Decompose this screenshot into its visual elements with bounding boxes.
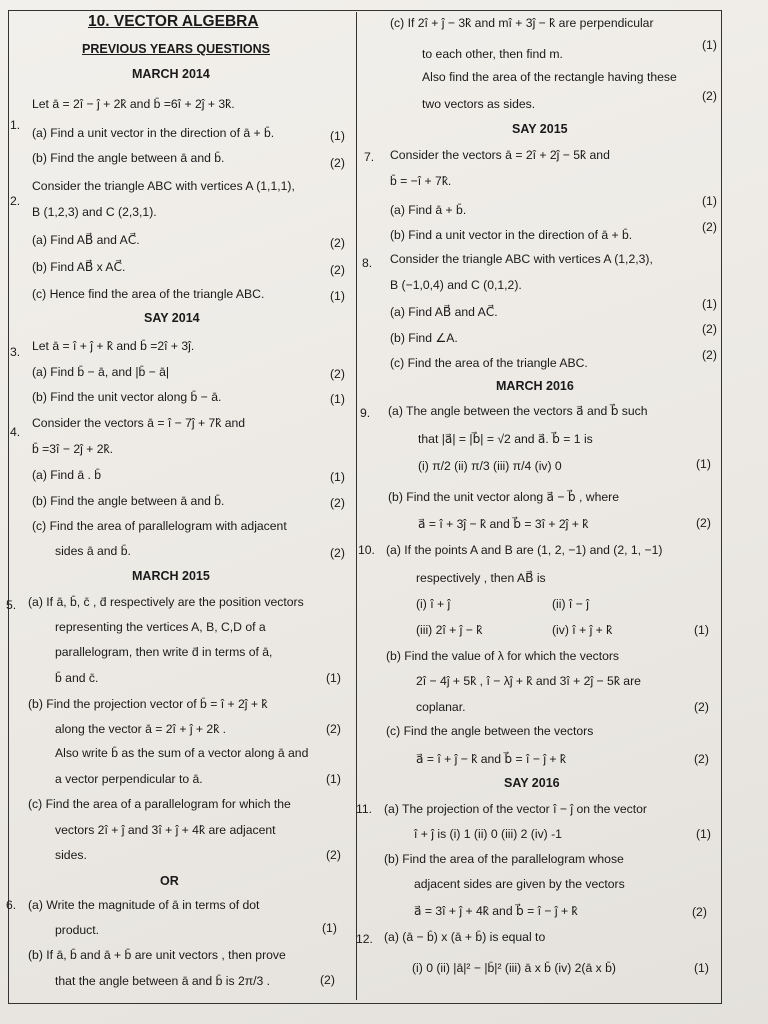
question-number: 3. (10, 345, 21, 359)
question-6c: (c) If 2î + ĵ − 3k̂ and mî + 3ĵ − k̂ are perpendicular (390, 16, 654, 30)
question-4: Consider the vectors ā = î − 7ĵ + 7k̂ and (32, 416, 246, 430)
question-11a-line2: î + ĵ is (i) 1 (ii) 0 (iii) 2 (iv) -1 (414, 827, 562, 841)
marks: (1) (702, 38, 717, 52)
marks: (2) (696, 516, 711, 530)
question-6b: (b) If ā, b̄ and ā + b̄ are unit vectors , then prove (28, 948, 286, 962)
right-column (356, 0, 722, 1024)
marks: (2) (702, 220, 717, 234)
question-5a: (a) If ā, b̄, c̄ , d̄ respectively are the position vectors (28, 595, 304, 609)
question-11b: (b) Find the area of the parallelogram whose (384, 852, 624, 866)
question-7-cont: b̄ = −î + 7k̂. (390, 174, 452, 188)
marks: (1) (326, 772, 341, 786)
question-1: Let ā = 2î − ĵ + 2k̂ and b̄ =6î + 2ĵ + 3k̂. (32, 97, 235, 111)
question-10a-line2: respectively , then AB⃗ is (416, 571, 546, 585)
question-4-cont: b̄ =3î − 2ĵ + 2k̂. (32, 442, 113, 456)
marks: (2) (692, 905, 707, 919)
question-number: 11. (356, 802, 373, 816)
question-8: Consider the triangle ABC with vertices A (1,2,3), (390, 252, 653, 266)
question-10a-opt1: (i) î + ĵ (416, 597, 451, 611)
question-6c-line2: to each other, then find m. (422, 47, 563, 61)
question-number: 4. (10, 425, 21, 439)
question-2-cont: B (1,2,3) and C (2,3,1). (32, 205, 157, 219)
marks: (2) (330, 496, 345, 510)
question-6b-line2: that the angle between ā and b̄ is 2π/3 . (55, 974, 271, 988)
marks: (1) (694, 961, 709, 975)
question-12a-options: (i) 0 (ii) |ā|² − |b̄|² (iii) ā x b̄ (iv) 2(ā x b̄) (412, 961, 616, 975)
question-number: 12. (356, 932, 373, 946)
question-number: 10. (358, 543, 375, 557)
question-6c-line4: two vectors as sides. (422, 97, 536, 111)
marks: (2) (320, 973, 335, 987)
question-3b: (b) Find the unit vector along b̄ − ā. (32, 390, 222, 404)
question-8c: (c) Find the area of the triangle ABC. (390, 356, 588, 370)
question-5b-line2: along the vector ā = 2î + ĵ + 2k̂ . (55, 722, 227, 736)
question-2a: (a) Find AB⃗ and AC⃗. (32, 233, 140, 247)
marks: (2) (330, 236, 345, 250)
marks: (2) (702, 322, 717, 336)
question-6c-line3: Also find the area of the rectangle having these (422, 70, 677, 84)
question-9b: (b) Find the unit vector along a⃗ − b⃗ , where (388, 490, 619, 504)
section-subtitle: PREVIOUS YEARS QUESTIONS (82, 42, 271, 56)
question-10b-line2: 2î − 4ĵ + 5k̂ , î − λĵ + k̂ and 3î + 2ĵ − 5k̂ are (416, 674, 641, 688)
question-5b: (b) Find the projection vector of b̄ = î + 2ĵ + k̂ (28, 697, 268, 711)
question-number: 8. (362, 256, 373, 270)
question-5c-line2: vectors 2î + ĵ and 3î + ĵ + 4k̂ are adjacent (55, 823, 276, 837)
question-number: 1. (10, 118, 21, 132)
question-1a: (a) Find a unit vector in the direction of ā + b̄. (32, 126, 275, 140)
marks: (2) (330, 367, 345, 381)
question-number: 2. (10, 194, 21, 208)
marks: (1) (702, 194, 717, 208)
question-10c: (c) Find the angle between the vectors (386, 724, 594, 738)
question-8a: (a) Find AB⃗ and AC⃗. (390, 305, 498, 319)
marks: (2) (330, 156, 345, 170)
question-1b: (b) Find the angle between ā and b̄. (32, 151, 225, 165)
question-4c-cont: sides ā and b̄. (55, 544, 131, 558)
marks: (1) (694, 623, 709, 637)
question-3a: (a) Find b̄ − ā, and |b̄ − ā| (32, 365, 170, 379)
marks: (2) (330, 263, 345, 277)
heading-say-2016: SAY 2016 (504, 776, 560, 790)
question-4a: (a) Find ā . b̄ (32, 468, 102, 482)
question-8-cont: B (−1,0,4) and C (0,1,2). (390, 278, 522, 292)
question-10c-line2: a⃗ = î + ĵ − k̂ and b⃗ = î − ĵ + k̂ (416, 752, 567, 766)
marks: (1) (330, 129, 345, 143)
question-2: Consider the triangle ABC with vertices A (1,1,1), (32, 179, 295, 193)
marks: (1) (330, 392, 345, 406)
marks: (1) (330, 289, 345, 303)
question-number: 6. (6, 898, 17, 912)
question-4c: (c) Find the area of parallelogram with adjacent (32, 519, 287, 533)
marks: (1) (326, 671, 341, 685)
question-11b-line3: a⃗ = 3î + ĵ + 4k̂ and b⃗ = î − ĵ + k̂ (414, 904, 578, 918)
question-11b-line2: adjacent sides are given by the vectors (414, 877, 625, 891)
marks: (2) (702, 89, 717, 103)
question-8b: (b) Find ∠A. (390, 331, 458, 345)
question-7b: (b) Find a unit vector in the direction of ā + b̄. (390, 228, 633, 242)
question-9a-options: (i) π/2 (ii) π/3 (iii) π/4 (iv) 0 (418, 459, 562, 473)
question-12a: (a) (ā − b̄) x (ā + b̄) is equal to (384, 930, 546, 944)
marks: (2) (694, 700, 709, 714)
heading-march-2015: MARCH 2015 (132, 569, 210, 583)
marks: (2) (702, 348, 717, 362)
question-5a-line2: representing the vertices A, B, C,D of a (55, 620, 266, 634)
question-10a-opt3: (iii) 2î + ĵ − k̂ (416, 623, 483, 637)
marks: (1) (696, 827, 711, 841)
question-5a-line3: parallelogram, then write d̄ in terms of ā, (55, 645, 273, 659)
marks: (2) (330, 546, 345, 560)
question-10a-opt2: (ii) î − ĵ (552, 597, 589, 611)
left-column (0, 0, 356, 1024)
heading-or: OR (160, 874, 179, 888)
question-3: Let ā = î + ĵ + k̂ and b̄ =2î + 3ĵ. (32, 339, 195, 353)
heading-march-2016: MARCH 2016 (496, 379, 574, 393)
marks: (2) (694, 752, 709, 766)
question-6a: (a) Write the magnitude of ā in terms of dot (28, 898, 260, 912)
question-9a-line2: that |a⃗| = |b⃗| = √2 and a⃗. b⃗ = 1 is (418, 432, 593, 446)
question-5b-line3: Also write b̄ as the sum of a vector along ā and (55, 746, 309, 760)
marks: (1) (696, 457, 711, 471)
heading-say-2015: SAY 2015 (512, 122, 568, 136)
question-2b: (b) Find AB⃗ x AC⃗. (32, 260, 126, 274)
marks: (1) (330, 470, 345, 484)
question-7a: (a) Find ā + b̄. (390, 203, 467, 217)
question-6a-line2: product. (55, 923, 100, 937)
question-number: 9. (360, 406, 371, 420)
question-7: Consider the vectors ā = 2î + 2ĵ − 5k̂ and (390, 148, 610, 162)
question-4b: (b) Find the angle between ā and b̄. (32, 494, 225, 508)
question-number: 7. (364, 150, 375, 164)
question-10a-opt4: (iv) î + ĵ + k̂ (552, 623, 613, 637)
question-5c-line3: sides. (55, 848, 87, 862)
question-2c: (c) Hence find the area of the triangle ABC. (32, 287, 265, 301)
heading-march-2014: MARCH 2014 (132, 67, 210, 81)
question-10a: (a) If the points A and B are (1, 2, −1) and (2, 1, −1) (386, 543, 663, 557)
question-5b-line4: a vector perpendicular to ā. (55, 772, 203, 786)
marks: (2) (326, 848, 341, 862)
question-9b-line2: a⃗ = î + 3ĵ − k̂ and b⃗ = 3î + 2ĵ + k̂ (418, 517, 589, 531)
question-9a: (a) The angle between the vectors a⃗ and b⃗ such (388, 404, 648, 418)
marks: (1) (702, 297, 717, 311)
page-title: 10. VECTOR ALGEBRA (88, 13, 259, 30)
question-5a-line4: b̄ and c̄. (55, 671, 99, 685)
heading-say-2014: SAY 2014 (144, 311, 200, 325)
question-number: 5. (6, 598, 17, 612)
question-11a: (a) The projection of the vector î − ĵ on the vector (384, 802, 647, 816)
question-5c: (c) Find the area of a parallelogram for which the (28, 797, 291, 811)
marks: (2) (326, 722, 341, 736)
question-10b-line3: coplanar. (416, 700, 466, 714)
question-10b: (b) Find the value of λ for which the vectors (386, 649, 620, 663)
marks: (1) (322, 921, 337, 935)
